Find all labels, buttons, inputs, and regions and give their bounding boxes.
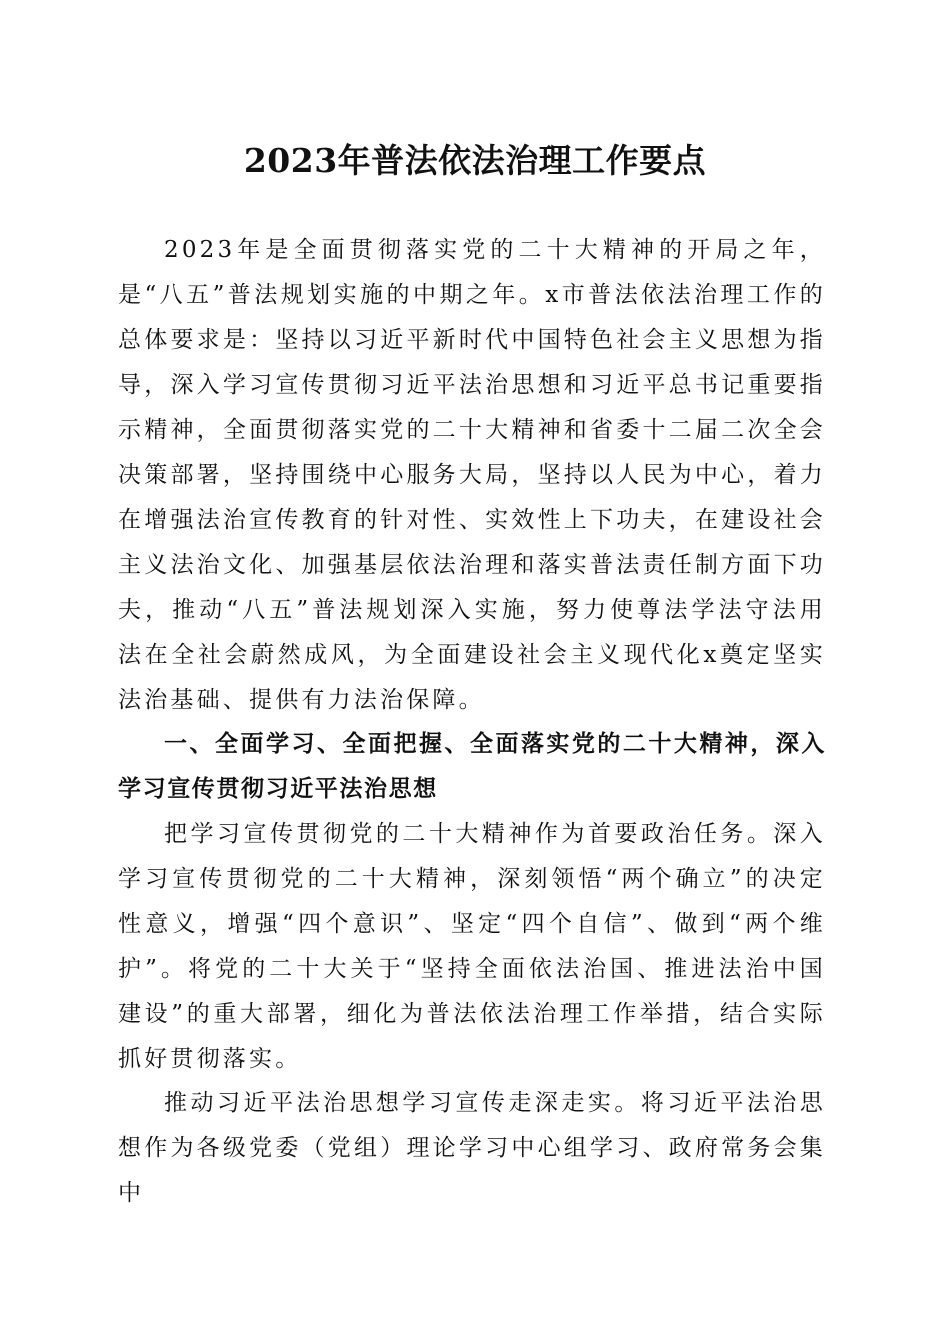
section-1-paragraph-1: 把学习宣传贯彻党的二十大精神作为首要政治任务。深入学习宣传贯彻党的二十大精神，深刻领悟“两个确立”的决定性意义，增强“四个意识”、坚定“四个自信”、做到“两个维护”。将党的二十大关于“坚持全面依法治国、推进法治中国建设”的重大部署，细化为普法依法治理工作举措，结合实际抓好贯彻落实。 xyxy=(118,821,826,1072)
section-1-heading: 一、全面学习、全面把握、全面落实党的二十大精神，深入学习宣传贯彻习近平法治思想 xyxy=(118,731,826,802)
intro-paragraph: 2023年是全面贯彻落实党的二十大精神的开局之年，是“八五”普法规划实施的中期之年。x市普法依法治理工作的总体要求是：坚持以习近平新时代中国特色社会主义思想为指导，深入学习宣传贯彻习近平法治思想和习近平总书记重要指示精神，全面贯彻落实党的二十大精神和省委十二届二次全会决策部署，坚持围绕中心服务大局，坚持以人民为中心，着力在增强法治宣传教育的针对性、实效性上下功夫，在建设社会主义法治文化、加强基层依法治理和落实普法责任制方面下功夫，推动“八五”普法规划深入实施，努力使尊法学法守法用法在全社会蔚然成风，为全面建设社会主义现代化x奠定坚实法治基础、提供有力法治保障。 xyxy=(118,237,826,713)
document-title: 2023年普法依法治理工作要点 xyxy=(243,141,707,180)
section-1-paragraph-2: 推动习近平法治思想学习宣传走深走实。将习近平法治思想作为各级党委（党组）理论学习中心组学习、政府常务会集中 xyxy=(118,1090,826,1206)
